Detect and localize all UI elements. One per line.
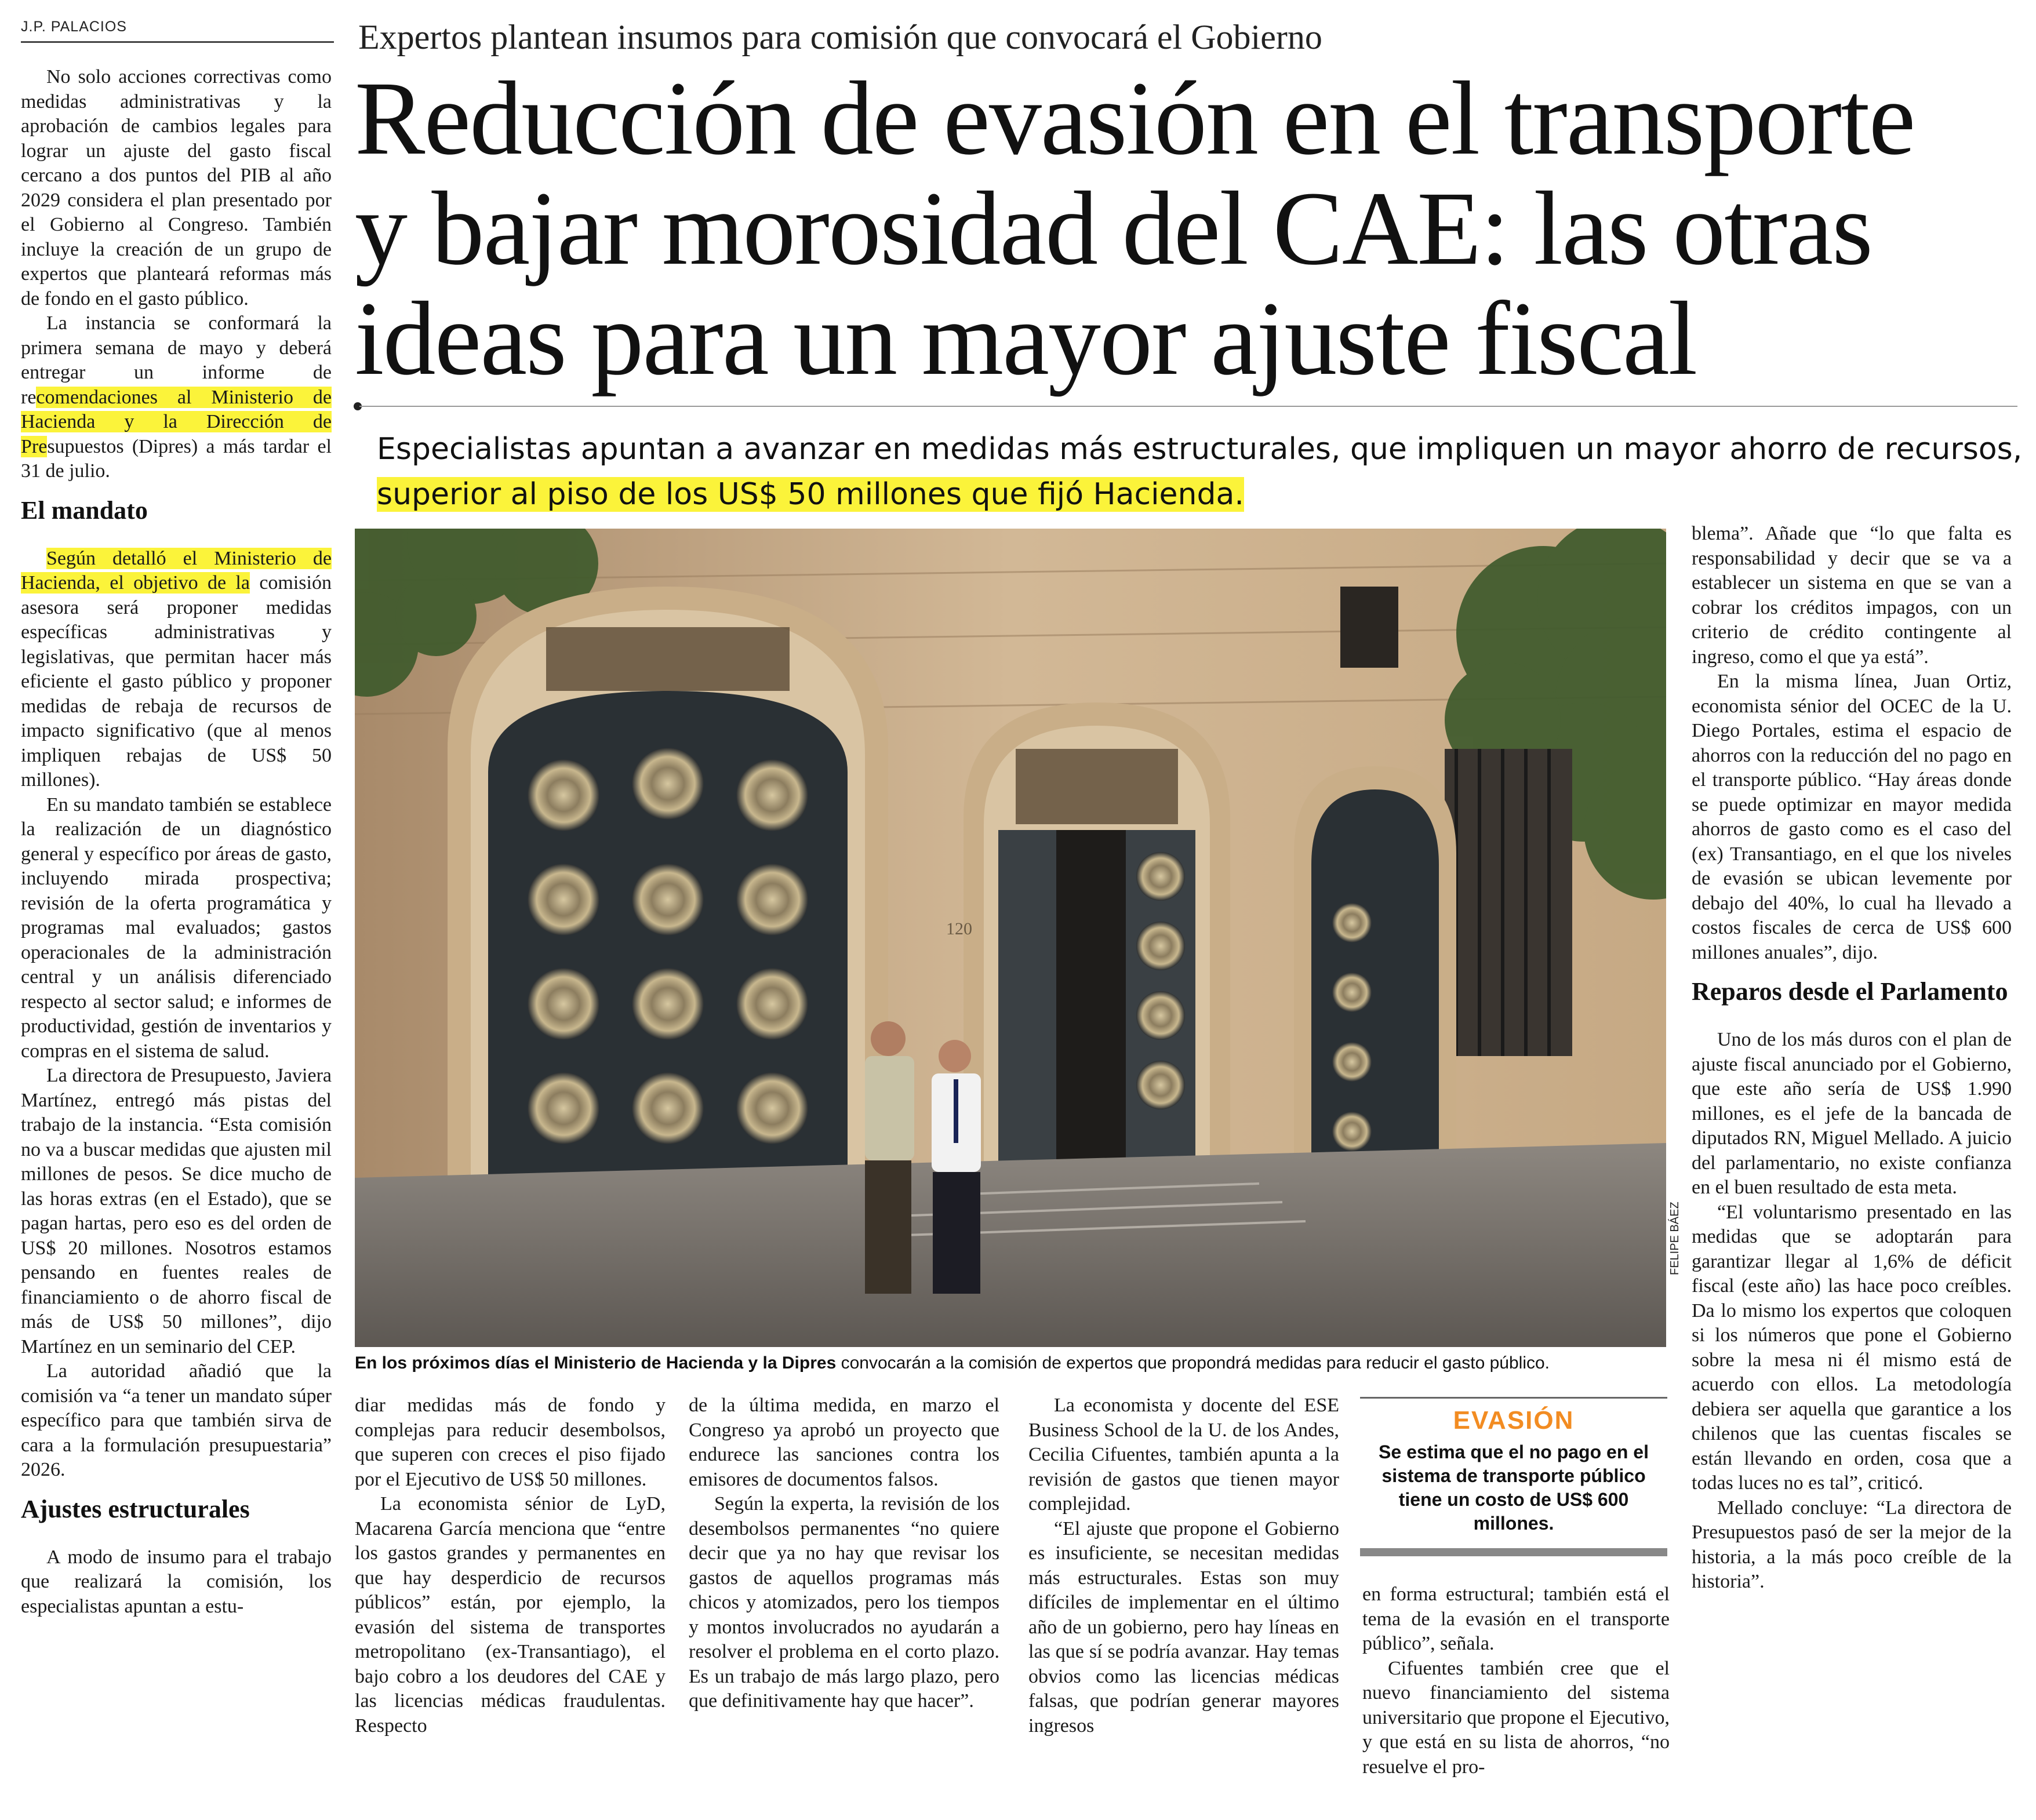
door-number: 120 bbox=[946, 919, 972, 938]
text-span: comisión asesora será proponer medidas específicas administrativas y legislativas, que permitan hacer más eficiente el gasto público y proponer medidas de rebaja de recursos de impacto significativo (que al menos impliquen rebajas de US$ 50 millones). bbox=[21, 572, 332, 791]
photo-caption bbox=[355, 1352, 1666, 1375]
paragraph bbox=[21, 547, 332, 793]
paragraph: A modo de insumo para el trabajo que realizará la comisión, los especialistas apuntan a estu- bbox=[21, 1546, 332, 1617]
article-column-4 bbox=[1028, 1393, 1339, 1738]
factbox-title: EVASIÓN bbox=[1453, 1406, 1575, 1435]
factbox-text: Se estima que el no pago en el sistema de transporte público tiene un costo de US$ 600 millones. bbox=[1379, 1442, 1649, 1534]
highlighted-text: comendaciones al Ministerio de Hacienda y la Dirección de Pre bbox=[21, 386, 332, 457]
article-column-2 bbox=[355, 1393, 666, 1738]
headline-line: Reducción de evasión en el transporte bbox=[355, 60, 1915, 177]
kicker: Expertos plantean insumos para comisión que convocará el Gobierno bbox=[358, 18, 1322, 56]
paragraph: “El ajuste que propone el Gobierno es insuficiente, se necesitan medidas más estructurales. Estas son muy difíciles de implementar en el último año de un gobierno, pero hay líneas en las que sí se podría avanzar. Hay temas obvios como las licencias médicas falsas, que podrían generar mayores ingresos bbox=[1028, 1517, 1339, 1737]
text-span: La instancia se conformará la primera semana de mayo y deberá entregar un informe de re bbox=[21, 312, 332, 408]
article-column-6 bbox=[1692, 522, 2012, 1595]
article-column-1 bbox=[21, 65, 332, 1619]
article-column-5 bbox=[1362, 1582, 1670, 1779]
paragraph: La directora de Presupuesto, Javiera Martínez, entregó más pistas del trabajo de la instancia. “Esta comisión no va a buscar medidas que ajusten mil millones de pesos. Se dice mucho de las horas extras (en el Estado), que se pagan hartas, pero eso es del orden de US$ 20 millones. Nosotros estamos pensando en fuentes reales de financiamiento o de ahorro fiscal de más de US$ 50 millones”, dijo Martínez en un seminario del CEP. bbox=[21, 1065, 332, 1357]
paragraph bbox=[21, 311, 332, 484]
paragraph: “El voluntarismo presentado en las medidas que se adoptarán para garantizar llegar al 1,6% de déficit fiscal (este año) las hace poco creíbles. Da lo mismo los expertos que coloquen si los números que pone el Gobierno sobre la mesa ni él mismo está de acuerdo con ellos. La metodología debiera ser aquella que garantice a los chilenos que las cuentas fiscales se están llevando en orden, cosa que a todas luces no es tal”, criticó. bbox=[1692, 1201, 2012, 1494]
headline-line: y bajar morosidad del CAE: las otras bbox=[355, 170, 1872, 287]
paragraph: en forma estructural; también está el tema de la evasión en el transporte público”, señala. bbox=[1362, 1584, 1670, 1654]
subhead-mandato: El mandato bbox=[21, 496, 148, 525]
paragraph: blema”. Añade que “lo que falta es responsabilidad y decir que se va a establecer un sistema en que se van a cobrar los créditos impagos, con un criterio de crédito contingente al ingreso, como el que ya está”. bbox=[1692, 523, 2012, 668]
text-span: supuestos (Dipres) a más tardar el 31 de julio. bbox=[21, 435, 332, 482]
subhead-reparos: Reparos desde el Parlamento bbox=[1692, 977, 2008, 1006]
deck-highlighted-text: superior al piso de los US$ 50 millones que fijó Hacienda. bbox=[377, 477, 1244, 512]
photo-hacienda-building bbox=[355, 529, 1666, 1347]
caption-bold: En los próximos días el Ministerio de Hacienda y la Dipres bbox=[355, 1353, 837, 1373]
paragraph: En su mandato también se establece la realización de un diagnóstico general y específico por áreas de gasto, incluyendo mirada prospectiva; revisión de la oferta programática y programas mal evaluados; gastos operacionales de la administración central y un análisis diferenciado respecto al sector salud; e informes de productividad, gestión de inventarios y compras en el sistema de salud. bbox=[21, 793, 332, 1062]
separator-line bbox=[359, 406, 2017, 407]
paragraph: de la última medida, en marzo el Congreso ya aprobó un proyecto que endurece las sanciones contra los emisores de documentos falsos. bbox=[689, 1395, 999, 1490]
paragraph: Uno de los más duros con el plan de ajuste fiscal anunciado por el Gobierno, que este año sería de US$ 1.990 millones, es el jefe de la bancada de diputados RN, Miguel Mellado. A juicio del parlamentario, no existe confianza en el buen resultado de esta meta. bbox=[1692, 1029, 2012, 1198]
paragraph: diar medidas más de fondo y complejas para reducir desembolsos, que superen con creces el piso fijado por el Ejecutivo de US$ 50 millones. bbox=[355, 1395, 666, 1490]
deck-text: Especialistas apuntan a avanzar en medidas más estructurales, que impliquen un mayor ahorro de recursos, bbox=[377, 432, 2023, 467]
paragraph: La economista y docente del ESE Business School de la U. de los Andes, Cecilia Cifuentes, también apunta a la revisión de gastos que tienen mayor complejidad. bbox=[1028, 1395, 1339, 1515]
headline bbox=[355, 60, 2024, 397]
paragraph: Mellado concluye: “La directora de Presupuestos pasó de ser la mejor de la historia, a la más poco creíble de la historia”. bbox=[1692, 1497, 2012, 1592]
paragraph: La autoridad añadió que la comisión va “a tener un mandato súper específico para que también sirva de cara a la formulación presupuestaria” 2026. bbox=[21, 1360, 332, 1480]
paragraph: No solo acciones correctivas como medidas administrativas y la aprobación de cambios legales para lograr un ajuste del gasto fiscal cercano a dos puntos del PIB al año 2029 considera el plan presentado por el Gobierno al Congreso. También incluye la creación de un grupo de expertos que planteará reformas más de fondo en el gasto público. bbox=[21, 66, 332, 310]
caption-text: convocarán a la comisión de expertos que propondrá medidas para reducir el gasto público. bbox=[836, 1353, 1550, 1373]
paragraph: Cifuentes también cree que el nuevo financiamiento del sistema universitario que propone el Ejecutivo, y que está en su lista de ahorros, “no resuelve el pro- bbox=[1362, 1657, 1670, 1778]
byline: J.P. PALACIOS bbox=[21, 19, 334, 43]
evasion-factbox bbox=[1360, 1397, 1667, 1556]
paragraph: La economista sénior de LyD, Macarena García menciona que “entre los gastos grandes y permanentes en que hay desperdicio de recursos públicos” están, por ejemplo, la evasión del sistema de transportes metropolitano (ex-Transantiago), el bajo cobro a los deudores del CAE y las licencias médicas fraudulentas. Respecto bbox=[355, 1493, 666, 1737]
subhead-ajustes: Ajustes estructurales bbox=[21, 1494, 250, 1523]
photo-credit: FELIPE BÁEZ bbox=[1668, 1202, 1681, 1275]
deck bbox=[377, 427, 2029, 517]
highlighted-text: Según detalló el Ministerio de Hacienda, el objetivo de la bbox=[21, 547, 332, 594]
paragraph: Según la experta, la revisión de los desembolsos permanentes “no quiere decir que ya no hay que revisar los gastos de aquellos programas más chicos y atomizados, pero los tiempos y montos involucrados no ayudarán a resolver el problema en el corto plazo. Es un trabajo de más largo plazo, pero que definitivamente hay que hacer”. bbox=[689, 1493, 999, 1712]
paragraph: En la misma línea, Juan Ortiz, economista sénior del OCEC de la U. Diego Portales, estima el espacio de ahorros con la reducción del no pago en el transporte público. “Hay áreas donde se puede optimizar en mayor medida ahorros de gasto como es el caso del (ex) Transantiago, en el que los niveles de evasión se ubican levemente por debajo del 40%, lo cual ha llevado a costos fiscales de cerca de US$ 600 millones anuales”, dijo. bbox=[1692, 671, 2012, 963]
article-column-3 bbox=[689, 1393, 999, 1714]
headline-line: ideas para un mayor ajuste fiscal bbox=[355, 281, 1697, 397]
